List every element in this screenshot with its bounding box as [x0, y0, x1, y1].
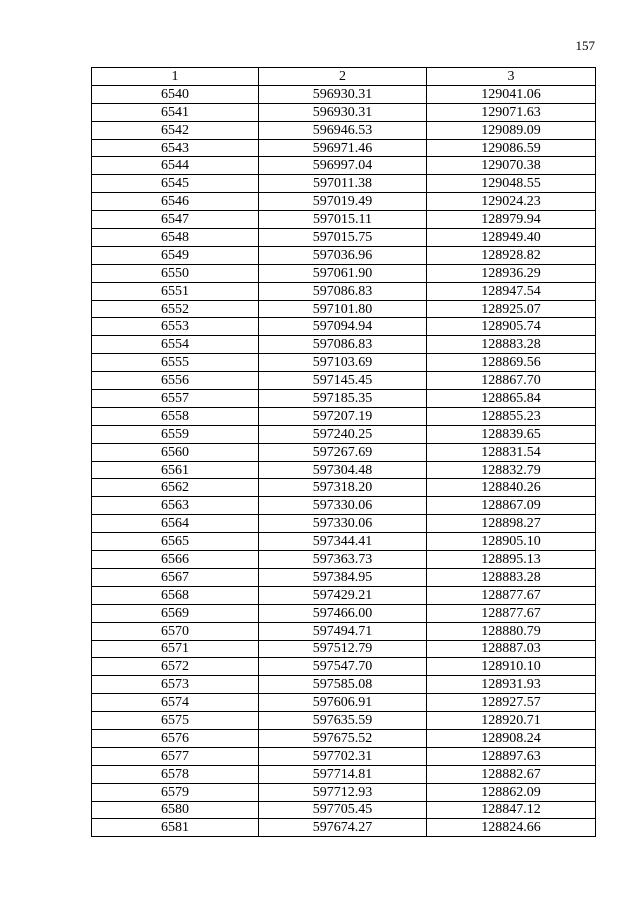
point-number-cell: 6544: [92, 157, 259, 175]
x-coordinate-cell: 597019.49: [259, 193, 427, 211]
x-coordinate-cell: 597036.96: [259, 246, 427, 264]
point-number-cell: 6549: [92, 246, 259, 264]
point-number-cell: 6545: [92, 175, 259, 193]
table-row: [92, 586, 596, 604]
table-row: [92, 211, 596, 229]
table-body: [92, 85, 596, 836]
y-coordinate-cell: 128883.28: [427, 336, 596, 354]
y-coordinate-cell: 128925.07: [427, 300, 596, 318]
point-number-cell: 6556: [92, 372, 259, 390]
point-number-cell: 6562: [92, 479, 259, 497]
x-coordinate-cell: 597674.27: [259, 819, 427, 837]
x-coordinate-cell: 597086.83: [259, 336, 427, 354]
x-coordinate-cell: 597330.06: [259, 497, 427, 515]
y-coordinate-cell: 129089.09: [427, 121, 596, 139]
point-number-cell: 6567: [92, 568, 259, 586]
table-row: [92, 515, 596, 533]
point-number-cell: 6550: [92, 264, 259, 282]
point-number-cell: 6566: [92, 551, 259, 569]
x-coordinate-cell: 597240.25: [259, 425, 427, 443]
x-coordinate-cell: 597429.21: [259, 586, 427, 604]
x-coordinate-cell: 597344.41: [259, 533, 427, 551]
x-coordinate-cell: 597267.69: [259, 443, 427, 461]
point-number-cell: 6554: [92, 336, 259, 354]
table-row: [92, 479, 596, 497]
point-number-cell: 6547: [92, 211, 259, 229]
x-coordinate-cell: 597318.20: [259, 479, 427, 497]
x-coordinate-cell: 596930.31: [259, 103, 427, 121]
table-row: [92, 729, 596, 747]
table-row: [92, 568, 596, 586]
x-coordinate-cell: 597330.06: [259, 515, 427, 533]
point-number-cell: 6579: [92, 783, 259, 801]
point-number-cell: 6572: [92, 658, 259, 676]
point-number-cell: 6555: [92, 354, 259, 372]
table-row: [92, 372, 596, 390]
point-number-cell: 6569: [92, 604, 259, 622]
y-coordinate-cell: 128839.65: [427, 425, 596, 443]
y-coordinate-cell: 128877.67: [427, 586, 596, 604]
point-number-cell: 6574: [92, 694, 259, 712]
y-coordinate-cell: 128887.03: [427, 640, 596, 658]
y-coordinate-cell: 128880.79: [427, 622, 596, 640]
x-coordinate-cell: 597512.79: [259, 640, 427, 658]
point-number-cell: 6575: [92, 712, 259, 730]
y-coordinate-cell: 129041.06: [427, 85, 596, 103]
y-coordinate-cell: 129071.63: [427, 103, 596, 121]
y-coordinate-cell: 128936.29: [427, 264, 596, 282]
point-number-cell: 6568: [92, 586, 259, 604]
x-coordinate-cell: 597094.94: [259, 318, 427, 336]
y-coordinate-cell: 128928.82: [427, 246, 596, 264]
table-row: [92, 193, 596, 211]
table-row: [92, 318, 596, 336]
point-number-cell: 6577: [92, 747, 259, 765]
x-coordinate-cell: 596946.53: [259, 121, 427, 139]
point-number-cell: 6573: [92, 676, 259, 694]
point-number-cell: 6552: [92, 300, 259, 318]
point-number-cell: 6561: [92, 461, 259, 479]
y-coordinate-cell: 128895.13: [427, 551, 596, 569]
table-row: [92, 139, 596, 157]
point-number-cell: 6560: [92, 443, 259, 461]
column-header-3: 3: [427, 68, 596, 86]
table-row: [92, 229, 596, 247]
x-coordinate-cell: 597015.11: [259, 211, 427, 229]
y-coordinate-cell: 128832.79: [427, 461, 596, 479]
table-row: [92, 175, 596, 193]
point-number-cell: 6553: [92, 318, 259, 336]
x-coordinate-cell: 596930.31: [259, 85, 427, 103]
table-row: [92, 497, 596, 515]
point-number-cell: 6564: [92, 515, 259, 533]
y-coordinate-cell: 128949.40: [427, 229, 596, 247]
x-coordinate-cell: 597103.69: [259, 354, 427, 372]
y-coordinate-cell: 128897.63: [427, 747, 596, 765]
x-coordinate-cell: 597185.35: [259, 390, 427, 408]
table-row: [92, 747, 596, 765]
point-number-cell: 6570: [92, 622, 259, 640]
table-row: [92, 282, 596, 300]
point-number-cell: 6540: [92, 85, 259, 103]
x-coordinate-cell: 597712.93: [259, 783, 427, 801]
point-number-cell: 6557: [92, 390, 259, 408]
table-row: [92, 765, 596, 783]
x-coordinate-cell: 597494.71: [259, 622, 427, 640]
table-row: [92, 604, 596, 622]
y-coordinate-cell: 128908.24: [427, 729, 596, 747]
y-coordinate-cell: 128824.66: [427, 819, 596, 837]
x-coordinate-cell: 597101.80: [259, 300, 427, 318]
table-row: [92, 425, 596, 443]
x-coordinate-cell: 597547.70: [259, 658, 427, 676]
table-row: [92, 390, 596, 408]
table-row: [92, 622, 596, 640]
point-number-cell: 6578: [92, 765, 259, 783]
point-number-cell: 6543: [92, 139, 259, 157]
y-coordinate-cell: 128855.23: [427, 407, 596, 425]
x-coordinate-cell: 597061.90: [259, 264, 427, 282]
x-coordinate-cell: 596971.46: [259, 139, 427, 157]
point-number-cell: 6581: [92, 819, 259, 837]
table-row: [92, 676, 596, 694]
y-coordinate-cell: 128910.10: [427, 658, 596, 676]
table-row: [92, 85, 596, 103]
y-coordinate-cell: 128905.10: [427, 533, 596, 551]
point-number-cell: 6571: [92, 640, 259, 658]
table-row: [92, 551, 596, 569]
y-coordinate-cell: 128898.27: [427, 515, 596, 533]
x-coordinate-cell: 597702.31: [259, 747, 427, 765]
point-number-cell: 6551: [92, 282, 259, 300]
table-header-row: [92, 68, 596, 86]
x-coordinate-cell: 597384.95: [259, 568, 427, 586]
table-row: [92, 300, 596, 318]
table-row: [92, 533, 596, 551]
point-number-cell: 6558: [92, 407, 259, 425]
table-row: [92, 264, 596, 282]
x-coordinate-cell: 597015.75: [259, 229, 427, 247]
point-number-cell: 6546: [92, 193, 259, 211]
table-header: [92, 68, 596, 86]
y-coordinate-cell: 128979.94: [427, 211, 596, 229]
table-row: [92, 157, 596, 175]
point-number-cell: 6548: [92, 229, 259, 247]
y-coordinate-cell: 128883.28: [427, 568, 596, 586]
y-coordinate-cell: 128931.93: [427, 676, 596, 694]
x-coordinate-cell: 597086.83: [259, 282, 427, 300]
y-coordinate-cell: 128867.70: [427, 372, 596, 390]
y-coordinate-cell: 128831.54: [427, 443, 596, 461]
column-header-2: 2: [259, 68, 427, 86]
table-row: [92, 354, 596, 372]
x-coordinate-cell: 597585.08: [259, 676, 427, 694]
x-coordinate-cell: 596997.04: [259, 157, 427, 175]
y-coordinate-cell: 128840.26: [427, 479, 596, 497]
point-number-cell: 6559: [92, 425, 259, 443]
x-coordinate-cell: 597466.00: [259, 604, 427, 622]
page-number: 157: [575, 38, 595, 53]
y-coordinate-cell: 128927.57: [427, 694, 596, 712]
x-coordinate-cell: 597714.81: [259, 765, 427, 783]
coordinates-table: [91, 67, 596, 837]
y-coordinate-cell: 129048.55: [427, 175, 596, 193]
x-coordinate-cell: 597011.38: [259, 175, 427, 193]
y-coordinate-cell: 128947.54: [427, 282, 596, 300]
point-number-cell: 6565: [92, 533, 259, 551]
table-row: [92, 694, 596, 712]
x-coordinate-cell: 597675.52: [259, 729, 427, 747]
y-coordinate-cell: 129070.38: [427, 157, 596, 175]
y-coordinate-cell: 128920.71: [427, 712, 596, 730]
y-coordinate-cell: 129024.23: [427, 193, 596, 211]
y-coordinate-cell: 128865.84: [427, 390, 596, 408]
y-coordinate-cell: 128847.12: [427, 801, 596, 819]
table-row: [92, 712, 596, 730]
x-coordinate-cell: 597606.91: [259, 694, 427, 712]
table-row: [92, 407, 596, 425]
x-coordinate-cell: 597705.45: [259, 801, 427, 819]
x-coordinate-cell: 597207.19: [259, 407, 427, 425]
point-number-cell: 6576: [92, 729, 259, 747]
point-number-cell: 6541: [92, 103, 259, 121]
table-row: [92, 801, 596, 819]
x-coordinate-cell: 597145.45: [259, 372, 427, 390]
table-row: [92, 336, 596, 354]
point-number-cell: 6542: [92, 121, 259, 139]
table-row: [92, 443, 596, 461]
table-row: [92, 121, 596, 139]
y-coordinate-cell: 129086.59: [427, 139, 596, 157]
table-row: [92, 819, 596, 837]
y-coordinate-cell: 128877.67: [427, 604, 596, 622]
point-number-cell: 6580: [92, 801, 259, 819]
point-number-cell: 6563: [92, 497, 259, 515]
y-coordinate-cell: 128905.74: [427, 318, 596, 336]
y-coordinate-cell: 128882.67: [427, 765, 596, 783]
y-coordinate-cell: 128862.09: [427, 783, 596, 801]
x-coordinate-cell: 597635.59: [259, 712, 427, 730]
y-coordinate-cell: 128867.09: [427, 497, 596, 515]
column-header-1: 1: [92, 68, 259, 86]
table-row: [92, 640, 596, 658]
table-row: [92, 461, 596, 479]
table-row: [92, 783, 596, 801]
table-row: [92, 246, 596, 264]
table-row: [92, 103, 596, 121]
table-row: [92, 658, 596, 676]
x-coordinate-cell: 597363.73: [259, 551, 427, 569]
y-coordinate-cell: 128869.56: [427, 354, 596, 372]
x-coordinate-cell: 597304.48: [259, 461, 427, 479]
